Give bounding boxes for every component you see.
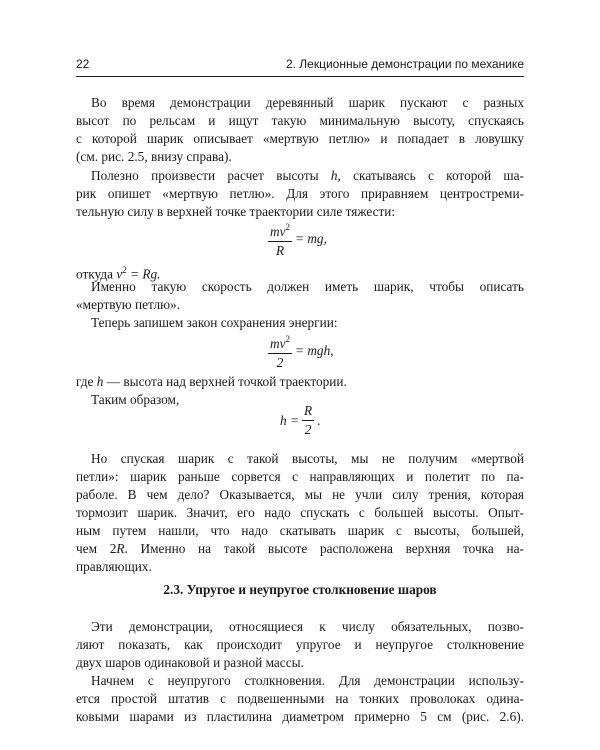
equation-height: h = $\frac{R}{2}$ . [280,403,321,437]
page-number: 22 [76,57,90,71]
text-line: рик опишет «мертвую петлю». Для этого приравняем центростреми- [76,186,524,201]
text-line: Начнем с неупругого столкновения. Для демонстрации использу- [91,673,524,688]
text-line: «мертвую петлю». [76,297,181,312]
equation-centripetal: $\frac{mv^2}{R}$ = mg, [270,222,327,258]
text-line: тормозит шарик. Значит, его надо спускать с большей высоты. Опыт- [76,505,524,520]
text-line: тельную силу в верхней точке траектории силе тяжести: [76,204,396,219]
text-line: ным путем нашли, что надо скатывать шарик с высоты, большей, [76,523,524,538]
running-header [76,54,524,77]
text-line: Теперь запишем закон сохранения энергии: [91,315,338,330]
text-line: ковыми шарами из пластилина диаметром примерно 5 см (рис. 2.6). [76,709,524,724]
text-line: петли»: шарик раньше сорвется с направляющих и полетит по па- [76,469,524,484]
text-line: чем 2R. Именно на такой высоте расположена верхняя точка на- [76,541,524,556]
text-line: правляющих. [76,559,152,574]
text-line: двух шаров одинаковой и разной массы. [76,655,304,670]
text-line: ляют показать, как происходит упругое и неупругое столкновение [76,637,524,652]
text-line: Таким образом, [91,392,180,407]
text-line: (см. рис. 2.5, внизу справа). [76,149,232,164]
text-line: Эти демонстрации, относящиеся к числу обязательных, позво- [91,619,524,634]
text-line: Во время демонстрации деревянный шарик пускают с разных [91,95,524,110]
text-line: откуда $v^2 = Rg$. [76,265,161,282]
text-line: ется простой штатив с подвешенными на тонких проволоках одина- [76,691,524,706]
equation-energy: $\frac{mv^2}{2}$ = mgh, [270,334,334,370]
section-title: 2.3. Упругое и неупругое столкновение шаров [163,582,437,597]
text-line: с которой шарик описывает «мертвую петлю» и попадает в ловушку [76,131,524,146]
text-line: где h — высота над верхней точкой траектории. [76,374,347,389]
text-line: высот по рельсам и ищут такую минимальную высоту, спускаясь [76,113,524,128]
text-line: Именно такую скорость должен иметь шарик, чтобы описать [91,279,524,294]
text-line: Полезно произвести расчет высоты h, скатываясь с которой ша- [91,168,524,183]
text-line: раболе. В чем дело? Оказывается, мы не учли силу трения, которая [76,487,524,502]
text-line: Но спуская шарик с такой высоты, мы не получим «мертвой [91,451,524,466]
running-title: 2. Лекционные демонстрации по механике [285,57,524,71]
